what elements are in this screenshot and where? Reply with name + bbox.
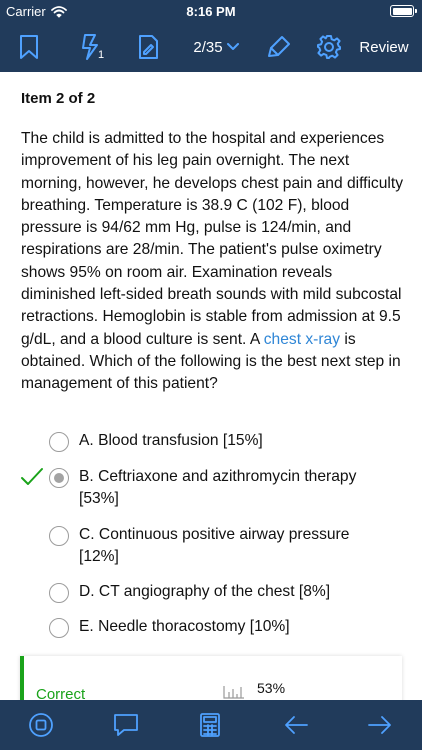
item-title: Item 2 of 2: [21, 90, 96, 107]
calculator-button[interactable]: [196, 700, 224, 750]
bookmark-button[interactable]: [14, 22, 44, 72]
chat-bubble-icon: [112, 712, 140, 738]
radio-button[interactable]: [49, 618, 69, 638]
gear-icon: [316, 34, 342, 60]
result-status: Correct: [36, 686, 86, 700]
highlight-button[interactable]: [264, 22, 294, 72]
question-stem: [21, 128, 405, 396]
top-toolbar: [0, 22, 422, 72]
end-block-button[interactable]: [26, 700, 56, 750]
notes-button[interactable]: [134, 22, 162, 72]
bookmark-icon: [19, 34, 39, 60]
next-button[interactable]: [364, 700, 396, 750]
answer-label: B. Ceftriaxone and azithromycin therapy [53%]: [79, 468, 357, 507]
result-percent: 53%: [257, 680, 286, 696]
previous-button[interactable]: [280, 700, 312, 750]
question-content: [0, 72, 422, 700]
answer-label: C. Continuous positive airway pressure [12%]: [79, 526, 350, 565]
bar-chart-icon: [222, 682, 246, 700]
answer-label: A. Blood transfusion [15%]: [79, 432, 263, 449]
lab-values-button[interactable]: [74, 22, 110, 72]
arrow-right-icon: [367, 715, 393, 735]
question-counter-dropdown[interactable]: [186, 22, 246, 72]
chest-xray-link[interactable]: chest x-ray: [263, 330, 341, 348]
radio-button[interactable]: [49, 583, 69, 603]
question-text-before: The child is admitted to the hospital and experiences improvement of his leg pain overnight. The next morning, however, he develops chest pain and difficulty breathing. Temperature is 38.9 C (102 F), blood pressure is 94/62 mm Hg, pulse is 124/min, and respirations are 28/min. The patient's pulse oximetry shows 95% on room air. Examination reveals diminished left-sided breath sounds with mild subcostal retractions. Hemoglobin is stable from admission at 9.5 g/dL, and a blood culture is sent. A: [21, 130, 403, 348]
status-bar: [0, 0, 422, 22]
question-text-after: is obtained. Which of the following is the best next step in management of this patient?: [21, 330, 401, 393]
answer-label: E. Needle thoracostomy [10%]: [79, 618, 290, 635]
review-button[interactable]: Review: [359, 38, 409, 56]
notes-icon: [137, 34, 159, 60]
lab-values-subscript: 1: [98, 49, 105, 61]
question-counter-label: 2/35: [193, 38, 223, 56]
radio-button[interactable]: [49, 432, 69, 452]
radio-button-selected[interactable]: [49, 468, 69, 488]
chevron-down-icon: [227, 43, 239, 51]
answer-label: D. CT angiography of the chest [8%]: [79, 583, 331, 600]
highlighter-icon: [266, 34, 292, 60]
battery-icon: [390, 5, 414, 17]
status-time: 8:16 PM: [186, 4, 236, 19]
stop-icon: [28, 712, 54, 738]
checkmark-icon: [20, 467, 44, 487]
bottom-toolbar: [0, 700, 422, 750]
radio-button[interactable]: [49, 526, 69, 546]
carrier-label: Carrier: [6, 4, 46, 19]
settings-button[interactable]: [313, 22, 345, 72]
feedback-button[interactable]: [110, 700, 142, 750]
result-card: [20, 656, 402, 700]
arrow-left-icon: [283, 715, 309, 735]
calculator-icon: [199, 712, 221, 738]
